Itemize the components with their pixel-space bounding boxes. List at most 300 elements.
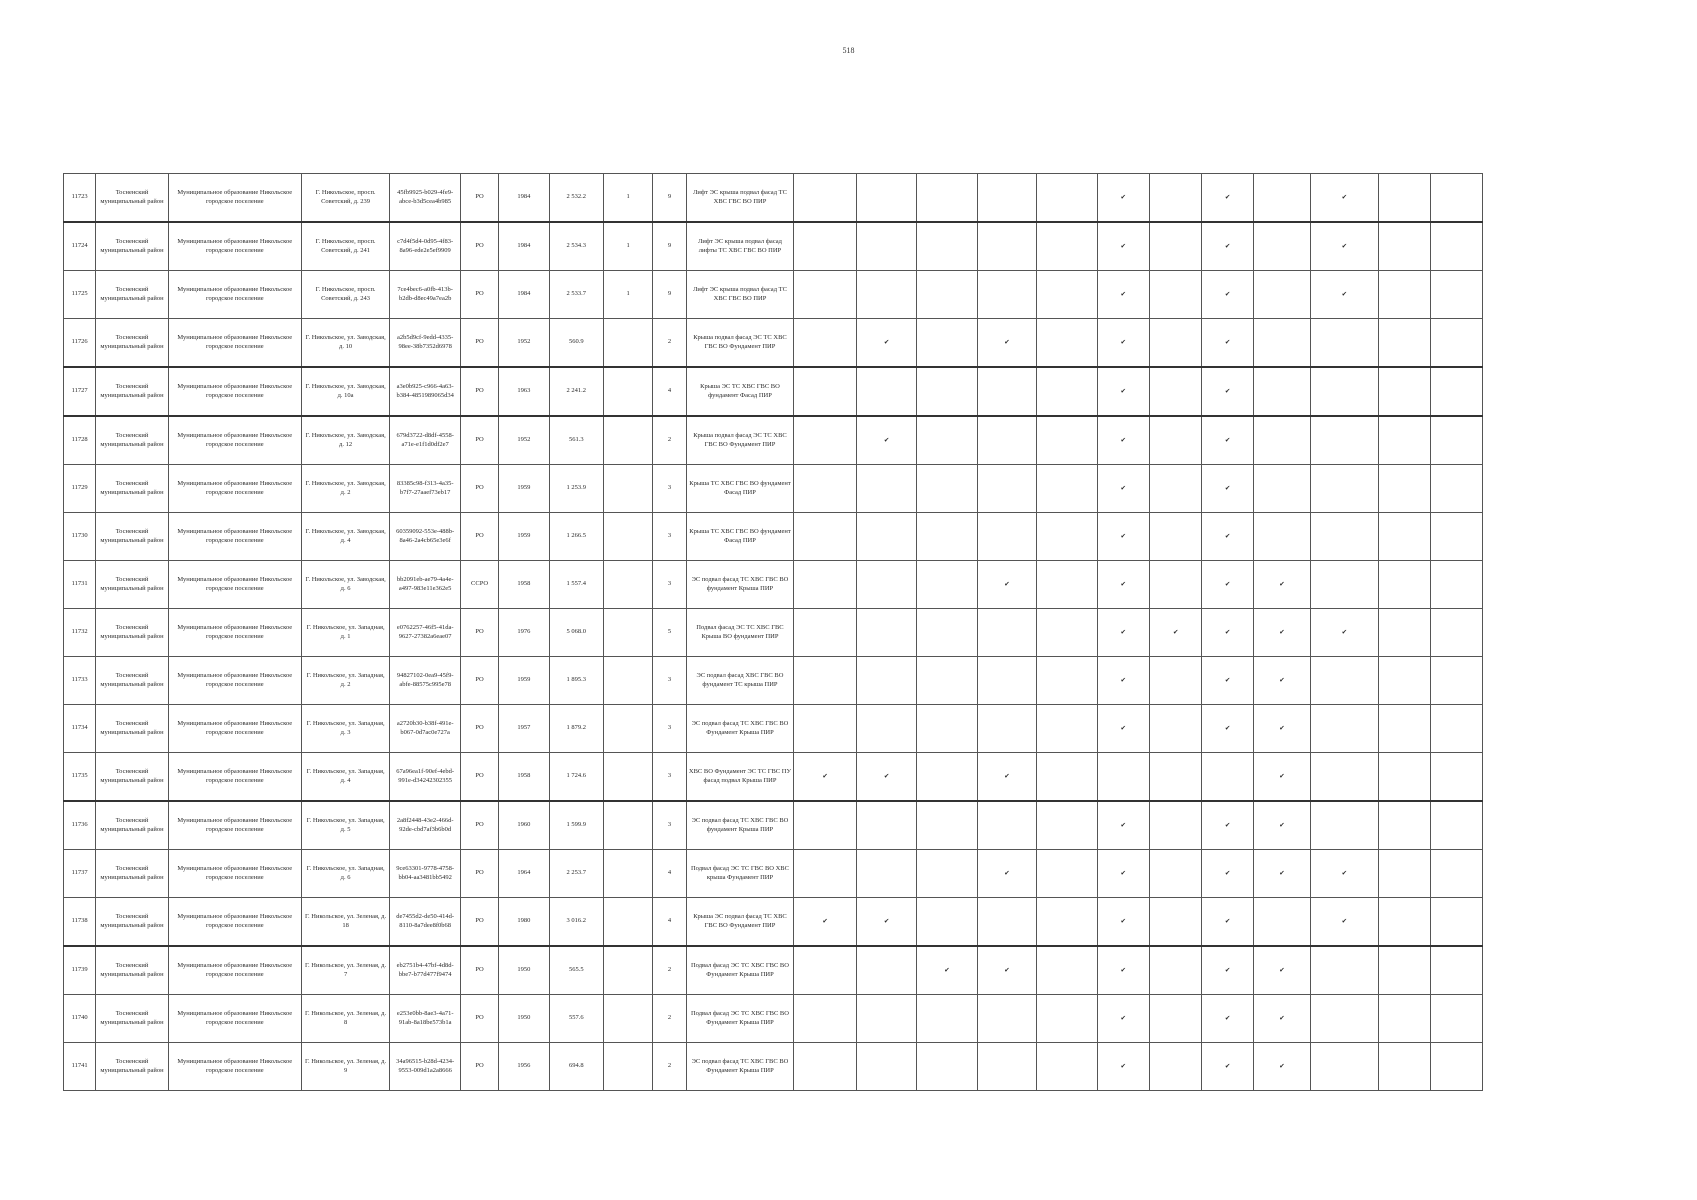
work-check-cell-6 <box>1097 801 1149 850</box>
address-cell: Г. Никольское, ул. Западная, д. 5 <box>301 801 390 850</box>
work-check-cell-10 <box>1311 657 1379 705</box>
check-mark-icon: ✔ <box>1120 436 1126 445</box>
work-check-cell-8 <box>1202 465 1253 513</box>
address-cell: Г. Никольское, ул. Заводская, д. 10 <box>301 319 390 368</box>
total-area-cell: 561.3 <box>549 416 603 465</box>
build-year-cell: 1984 <box>499 271 549 319</box>
total-area-cell: 2 532.2 <box>549 174 603 223</box>
work-check-cell-2 <box>856 222 916 271</box>
check-mark-icon: ✔ <box>1224 821 1231 830</box>
work-check-cell-1 <box>794 174 856 223</box>
work-check-cell-11 <box>1378 995 1430 1043</box>
district-cell: Тосненский муниципальный район <box>96 1043 169 1091</box>
work-check-cell-11 <box>1378 801 1430 850</box>
fund-form-cell: РО <box>460 946 498 995</box>
fund-form-cell: РО <box>460 705 498 753</box>
check-mark-icon: ✔ <box>1120 387 1126 396</box>
address-cell: Г. Никольское, просп. Советский, д. 243 <box>301 271 390 319</box>
municipality-cell: Муниципальное образование Никольское городское поселение <box>168 319 301 368</box>
table-row <box>64 513 1535 561</box>
floor-count-cell: 4 <box>653 367 686 416</box>
work-check-cell-7 <box>1149 801 1201 850</box>
work-check-cell-9 <box>1253 416 1310 465</box>
check-mark-icon: ✔ <box>1279 676 1285 685</box>
work-check-cell-12 <box>1431 416 1483 465</box>
district-cell: Тосненский муниципальный район <box>96 753 169 802</box>
work-check-cell-7 <box>1149 705 1201 753</box>
house-guid-cell: e253e0bb-8ae3-4a71-91ab-8a18be573b1a <box>390 995 461 1043</box>
total-area-cell: 1 724.6 <box>549 753 603 802</box>
work-check-cell-5 <box>1037 222 1097 271</box>
work-check-cell-11 <box>1378 609 1430 657</box>
fund-form-cell: РО <box>460 465 498 513</box>
floor-count-cell: 3 <box>653 657 686 705</box>
check-mark-icon: ✔ <box>1004 338 1010 347</box>
address-cell: Г. Никольское, ул. Зеленая, д. 7 <box>301 946 390 995</box>
work-types-cell: Крыша подвал фасад ЭС ТС ХВС ГВС ВО Фундамент ПИР <box>686 416 794 465</box>
work-check-cell-1 <box>794 898 856 947</box>
floor-count-cell: 4 <box>653 850 686 898</box>
elevator-count-cell <box>603 753 652 802</box>
district-cell: Тосненский муниципальный район <box>96 705 169 753</box>
table-row <box>64 995 1535 1043</box>
municipality-cell: Муниципальное образование Никольское городское поселение <box>168 657 301 705</box>
work-check-cell-2 <box>856 801 916 850</box>
municipality-cell: Муниципальное образование Никольское городское поселение <box>168 995 301 1043</box>
housing-registry-table <box>63 173 1535 1091</box>
address-cell: Г. Никольское, ул. Зеленая, д. 18 <box>301 898 390 947</box>
work-check-cell-11 <box>1378 850 1430 898</box>
work-check-cell-9 <box>1253 995 1310 1043</box>
work-check-cell-10 <box>1311 898 1379 947</box>
check-mark-icon: ✔ <box>1279 724 1285 733</box>
total-area-cell: 5 068.0 <box>549 609 603 657</box>
work-check-cell-3 <box>917 946 977 995</box>
check-mark-icon: ✔ <box>1224 1062 1231 1071</box>
floor-count-cell: 2 <box>653 416 686 465</box>
work-check-cell-1 <box>794 367 856 416</box>
house-guid-cell: 679d3722-d8df-4558-a71e-e1f1d0df2e7 <box>390 416 461 465</box>
check-mark-icon: ✔ <box>822 917 828 926</box>
check-mark-icon: ✔ <box>1341 628 1348 637</box>
work-check-cell-11 <box>1378 513 1430 561</box>
work-check-cell-2 <box>856 416 916 465</box>
work-check-cell-4 <box>977 946 1036 995</box>
work-check-cell-9 <box>1253 801 1310 850</box>
work-check-cell-1 <box>794 705 856 753</box>
work-check-cell-12 <box>1431 850 1483 898</box>
work-check-cell-4 <box>977 513 1036 561</box>
total-area-cell: 1 253.9 <box>549 465 603 513</box>
work-check-cell-5 <box>1037 319 1097 368</box>
table-row <box>64 705 1535 753</box>
work-check-cell-10 <box>1311 801 1379 850</box>
row-number-cell: 11733 <box>64 657 96 705</box>
elevator-count-cell: 1 <box>603 174 652 223</box>
check-mark-icon: ✔ <box>1224 676 1231 685</box>
work-types-cell: Крыша ЭС ТС ХВС ГВС ВО фундамент Фасад ПИР <box>686 367 794 416</box>
work-check-cell-2 <box>856 657 916 705</box>
district-cell: Тосненский муниципальный район <box>96 995 169 1043</box>
work-check-cell-8 <box>1202 416 1253 465</box>
work-check-cell-6 <box>1097 898 1149 947</box>
address-cell: Г. Никольское, ул. Заводская, д. 12 <box>301 416 390 465</box>
work-check-cell-3 <box>917 753 977 802</box>
house-guid-cell: 60359092-553e-488b-8a46-2a4cb65e3e6f <box>390 513 461 561</box>
check-mark-icon: ✔ <box>1341 242 1348 251</box>
house-guid-cell: 94827102-0ea9-45f9-abfe-88575c995e78 <box>390 657 461 705</box>
district-cell: Тосненский муниципальный район <box>96 222 169 271</box>
check-mark-icon: ✔ <box>1120 966 1126 975</box>
work-check-cell-1 <box>794 416 856 465</box>
work-check-cell-7 <box>1149 465 1201 513</box>
elevator-count-cell <box>603 416 652 465</box>
table-row <box>64 898 1535 947</box>
work-check-cell-9 <box>1253 513 1310 561</box>
work-types-cell: Подвал фасад ЭС ТС ХВС ГВС ВО Фундамент Крыша ПИР <box>686 995 794 1043</box>
work-check-cell-3 <box>917 705 977 753</box>
check-mark-icon: ✔ <box>1224 387 1231 396</box>
work-check-cell-6 <box>1097 465 1149 513</box>
work-check-cell-12 <box>1431 271 1483 319</box>
district-cell: Тосненский муниципальный район <box>96 271 169 319</box>
check-mark-icon: ✔ <box>1120 338 1126 347</box>
fund-form-cell: РО <box>460 513 498 561</box>
total-area-cell: 2 534.3 <box>549 222 603 271</box>
floor-count-cell: 9 <box>653 222 686 271</box>
floor-count-cell: 3 <box>653 561 686 609</box>
work-check-cell-9 <box>1253 319 1310 368</box>
build-year-cell: 1957 <box>499 705 549 753</box>
work-check-cell-5 <box>1037 271 1097 319</box>
work-check-cell-4 <box>977 367 1036 416</box>
check-mark-icon: ✔ <box>1279 772 1285 781</box>
work-check-cell-4 <box>977 561 1036 609</box>
work-check-cell-11 <box>1378 1043 1430 1091</box>
row-number-cell: 11723 <box>64 174 96 223</box>
work-check-cell-1 <box>794 319 856 368</box>
build-year-cell: 1958 <box>499 753 549 802</box>
work-check-cell-7 <box>1149 1043 1201 1091</box>
build-year-cell: 1960 <box>499 801 549 850</box>
work-check-cell-4 <box>977 753 1036 802</box>
elevator-count-cell <box>603 1043 652 1091</box>
table-row <box>64 416 1535 465</box>
check-mark-icon: ✔ <box>883 338 890 347</box>
work-check-cell-5 <box>1037 898 1097 947</box>
work-check-cell-11 <box>1378 753 1430 802</box>
check-mark-icon: ✔ <box>1279 869 1285 878</box>
check-mark-icon: ✔ <box>1224 532 1231 541</box>
work-check-cell-11 <box>1378 271 1430 319</box>
work-types-cell: ХВС ВО Фундамент ЭС ТС ГВС ПУ фасад подвал Крыша ПИР <box>686 753 794 802</box>
address-cell: Г. Никольское, ул. Западная, д. 1 <box>301 609 390 657</box>
work-check-cell-5 <box>1037 850 1097 898</box>
house-guid-cell: a2b5d9cf-9edd-4335-98ee-38b7352d6978 <box>390 319 461 368</box>
work-types-cell: Крыша ЭС подвал фасад ТС ХВС ГВС ВО Фундамент ПИР <box>686 898 794 947</box>
address-cell: Г. Никольское, ул. Заводская, д. 2 <box>301 465 390 513</box>
work-check-cell-8 <box>1202 174 1253 223</box>
work-types-cell: Крыша ТС ХВС ГВС ВО фундамент Фасад ПИР <box>686 513 794 561</box>
work-check-cell-11 <box>1378 222 1430 271</box>
work-check-cell-6 <box>1097 367 1149 416</box>
elevator-count-cell <box>603 609 652 657</box>
work-types-cell: Подвал фасад ЭС ТС ГВС ВО ХВС крыша Фундамент ПИР <box>686 850 794 898</box>
house-guid-cell: 2a8f2448-43e2-466d-92de-cbd7af3b6b0d <box>390 801 461 850</box>
district-cell: Тосненский муниципальный район <box>96 609 169 657</box>
floor-count-cell: 3 <box>653 513 686 561</box>
total-area-cell: 2 533.7 <box>549 271 603 319</box>
municipality-cell: Муниципальное образование Никольское городское поселение <box>168 850 301 898</box>
work-check-cell-3 <box>917 995 977 1043</box>
work-check-cell-12 <box>1431 801 1483 850</box>
address-cell: Г. Никольское, ул. Западная, д. 6 <box>301 850 390 898</box>
work-check-cell-4 <box>977 609 1036 657</box>
work-check-cell-10 <box>1311 465 1379 513</box>
work-check-cell-6 <box>1097 513 1149 561</box>
work-check-cell-6 <box>1097 850 1149 898</box>
check-mark-icon: ✔ <box>883 772 890 781</box>
fund-form-cell: РО <box>460 898 498 947</box>
work-check-cell-3 <box>917 801 977 850</box>
fund-form-cell: РО <box>460 174 498 223</box>
build-year-cell: 1984 <box>499 222 549 271</box>
house-guid-cell: eb2751b4-47bf-4d8d-bbe7-b77d477f9474 <box>390 946 461 995</box>
floor-count-cell: 3 <box>653 801 686 850</box>
check-mark-icon: ✔ <box>1224 966 1231 975</box>
check-mark-icon: ✔ <box>1341 917 1348 926</box>
elevator-count-cell <box>603 898 652 947</box>
elevator-count-cell <box>603 801 652 850</box>
check-mark-icon: ✔ <box>1004 966 1010 975</box>
row-number-cell: 11724 <box>64 222 96 271</box>
work-check-cell-1 <box>794 753 856 802</box>
check-mark-icon: ✔ <box>1224 290 1231 299</box>
work-check-cell-1 <box>794 465 856 513</box>
district-cell: Тосненский муниципальный район <box>96 465 169 513</box>
work-check-cell-5 <box>1037 513 1097 561</box>
house-guid-cell: 67a96ea1f-90ef-4ebd-991e-d34242302355 <box>390 753 461 802</box>
work-check-cell-8 <box>1202 609 1253 657</box>
work-check-cell-2 <box>856 271 916 319</box>
work-check-cell-8 <box>1202 367 1253 416</box>
work-check-cell-4 <box>977 1043 1036 1091</box>
floor-count-cell: 4 <box>653 898 686 947</box>
row-number-cell: 11729 <box>64 465 96 513</box>
check-mark-icon: ✔ <box>1120 1062 1126 1071</box>
elevator-count-cell <box>603 946 652 995</box>
municipality-cell: Муниципальное образование Никольское городское поселение <box>168 367 301 416</box>
work-check-cell-4 <box>977 705 1036 753</box>
house-guid-cell: bb2091eb-ae79-4a4e-a497-983e11e362e5 <box>390 561 461 609</box>
work-check-cell-10 <box>1311 416 1379 465</box>
work-check-cell-8 <box>1202 946 1253 995</box>
fund-form-cell: РО <box>460 801 498 850</box>
check-mark-icon: ✔ <box>1224 724 1231 733</box>
work-check-cell-5 <box>1037 609 1097 657</box>
work-types-cell: ЭС подвал фасад ТС ХВС ГВС ВО фундамент Крыша ПИР <box>686 561 794 609</box>
work-check-cell-4 <box>977 898 1036 947</box>
check-mark-icon: ✔ <box>1341 193 1348 202</box>
work-check-cell-12 <box>1431 319 1483 368</box>
row-number-cell: 11737 <box>64 850 96 898</box>
row-number-cell: 11735 <box>64 753 96 802</box>
floor-count-cell: 2 <box>653 1043 686 1091</box>
row-number-cell: 11732 <box>64 609 96 657</box>
work-check-cell-2 <box>856 705 916 753</box>
work-check-cell-7 <box>1149 657 1201 705</box>
check-mark-icon: ✔ <box>1279 821 1285 830</box>
work-check-cell-9 <box>1253 561 1310 609</box>
work-check-cell-2 <box>856 1043 916 1091</box>
work-check-cell-10 <box>1311 753 1379 802</box>
work-check-cell-9 <box>1253 850 1310 898</box>
work-check-cell-5 <box>1037 1043 1097 1091</box>
total-area-cell: 557.6 <box>549 995 603 1043</box>
build-year-cell: 1964 <box>499 850 549 898</box>
table-row <box>64 609 1535 657</box>
work-check-cell-4 <box>977 271 1036 319</box>
work-check-cell-8 <box>1202 271 1253 319</box>
work-check-cell-8 <box>1202 319 1253 368</box>
total-area-cell: 3 016.2 <box>549 898 603 947</box>
work-check-cell-7 <box>1149 174 1201 223</box>
work-types-cell: Подвал фасад ЭС ТС ХВС ГВС Крыша ВО фундамент ПИР <box>686 609 794 657</box>
fund-form-cell: РО <box>460 416 498 465</box>
build-year-cell: 1959 <box>499 465 549 513</box>
row-number-cell: 11734 <box>64 705 96 753</box>
table-row <box>64 946 1535 995</box>
check-mark-icon: ✔ <box>1120 193 1126 202</box>
work-check-cell-6 <box>1097 319 1149 368</box>
check-mark-icon: ✔ <box>1120 917 1126 926</box>
work-check-cell-1 <box>794 995 856 1043</box>
work-check-cell-10 <box>1311 513 1379 561</box>
work-check-cell-5 <box>1037 465 1097 513</box>
build-year-cell: 1984 <box>499 174 549 223</box>
check-mark-icon: ✔ <box>1224 436 1231 445</box>
check-mark-icon: ✔ <box>1224 193 1231 202</box>
work-check-cell-6 <box>1097 705 1149 753</box>
check-mark-icon: ✔ <box>1224 917 1231 926</box>
work-check-cell-3 <box>917 271 977 319</box>
work-check-cell-5 <box>1037 174 1097 223</box>
check-mark-icon: ✔ <box>1224 484 1231 493</box>
check-mark-icon: ✔ <box>1279 1014 1285 1023</box>
work-check-cell-2 <box>856 561 916 609</box>
district-cell: Тосненский муниципальный район <box>96 898 169 947</box>
work-check-cell-3 <box>917 513 977 561</box>
district-cell: Тосненский муниципальный район <box>96 657 169 705</box>
work-check-cell-9 <box>1253 657 1310 705</box>
check-mark-icon: ✔ <box>1120 242 1126 251</box>
work-types-cell: Лифт ЭС крыша подвал фасад ТС ХВС ГВС ВО ПИР <box>686 174 794 223</box>
district-cell: Тосненский муниципальный район <box>96 513 169 561</box>
district-cell: Тосненский муниципальный район <box>96 561 169 609</box>
municipality-cell: Муниципальное образование Никольское городское поселение <box>168 609 301 657</box>
work-check-cell-6 <box>1097 609 1149 657</box>
work-types-cell: ЭС подвал фасад ХВС ГВС ВО фундамент ТС крыша ПИР <box>686 657 794 705</box>
check-mark-icon: ✔ <box>1224 869 1231 878</box>
municipality-cell: Муниципальное образование Никольское городское поселение <box>168 416 301 465</box>
work-check-cell-7 <box>1149 271 1201 319</box>
work-check-cell-5 <box>1037 416 1097 465</box>
municipality-cell: Муниципальное образование Никольское городское поселение <box>168 174 301 223</box>
address-cell: Г. Никольское, ул. Зеленая, д. 9 <box>301 1043 390 1091</box>
work-check-cell-8 <box>1202 850 1253 898</box>
address-cell: Г. Никольское, ул. Западная, д. 4 <box>301 753 390 802</box>
work-check-cell-9 <box>1253 609 1310 657</box>
work-check-cell-8 <box>1202 705 1253 753</box>
address-cell: Г. Никольское, ул. Заводская, д. 6 <box>301 561 390 609</box>
build-year-cell: 1963 <box>499 367 549 416</box>
work-check-cell-5 <box>1037 995 1097 1043</box>
work-check-cell-4 <box>977 465 1036 513</box>
municipality-cell: Муниципальное образование Никольское городское поселение <box>168 271 301 319</box>
table-row <box>64 222 1535 271</box>
table-row <box>64 465 1535 513</box>
work-types-cell: ЭС подвал фасад ТС ХВС ГВС ВО Фундамент Крыша ПИР <box>686 1043 794 1091</box>
floor-count-cell: 2 <box>653 319 686 368</box>
work-check-cell-7 <box>1149 222 1201 271</box>
district-cell: Тосненский муниципальный район <box>96 319 169 368</box>
work-check-cell-12 <box>1431 1043 1483 1091</box>
elevator-count-cell <box>603 995 652 1043</box>
work-check-cell-11 <box>1378 561 1430 609</box>
work-check-cell-3 <box>917 657 977 705</box>
total-area-cell: 1 557.4 <box>549 561 603 609</box>
check-mark-icon: ✔ <box>1120 869 1126 878</box>
work-check-cell-7 <box>1149 561 1201 609</box>
build-year-cell: 1976 <box>499 609 549 657</box>
work-check-cell-6 <box>1097 416 1149 465</box>
work-check-cell-7 <box>1149 995 1201 1043</box>
work-check-cell-7 <box>1149 416 1201 465</box>
work-check-cell-8 <box>1202 898 1253 947</box>
work-check-cell-7 <box>1149 898 1201 947</box>
work-check-cell-2 <box>856 898 916 947</box>
work-check-cell-5 <box>1037 801 1097 850</box>
registry-body <box>64 174 1535 1091</box>
work-check-cell-12 <box>1431 657 1483 705</box>
check-mark-icon: ✔ <box>1120 676 1126 685</box>
district-cell: Тосненский муниципальный район <box>96 801 169 850</box>
check-mark-icon: ✔ <box>883 917 890 926</box>
district-cell: Тосненский муниципальный район <box>96 174 169 223</box>
total-area-cell: 560.9 <box>549 319 603 368</box>
work-check-cell-3 <box>917 222 977 271</box>
elevator-count-cell <box>603 513 652 561</box>
table-row <box>64 1043 1535 1091</box>
work-check-cell-10 <box>1311 319 1379 368</box>
build-year-cell: 1958 <box>499 561 549 609</box>
check-mark-icon: ✔ <box>1120 580 1126 589</box>
table-row <box>64 801 1535 850</box>
check-mark-icon: ✔ <box>1224 1014 1231 1023</box>
check-mark-icon: ✔ <box>1004 869 1010 878</box>
check-mark-icon: ✔ <box>1004 772 1010 781</box>
elevator-count-cell <box>603 367 652 416</box>
work-check-cell-2 <box>856 609 916 657</box>
address-cell: Г. Никольское, ул. Зеленая, д. 8 <box>301 995 390 1043</box>
work-check-cell-5 <box>1037 657 1097 705</box>
elevator-count-cell <box>603 319 652 368</box>
fund-form-cell: РО <box>460 753 498 802</box>
municipality-cell: Муниципальное образование Никольское городское поселение <box>168 946 301 995</box>
work-check-cell-11 <box>1378 898 1430 947</box>
check-mark-icon: ✔ <box>1224 242 1231 251</box>
house-guid-cell: e0762257-46f5-41da-9627-27382a6eae07 <box>390 609 461 657</box>
